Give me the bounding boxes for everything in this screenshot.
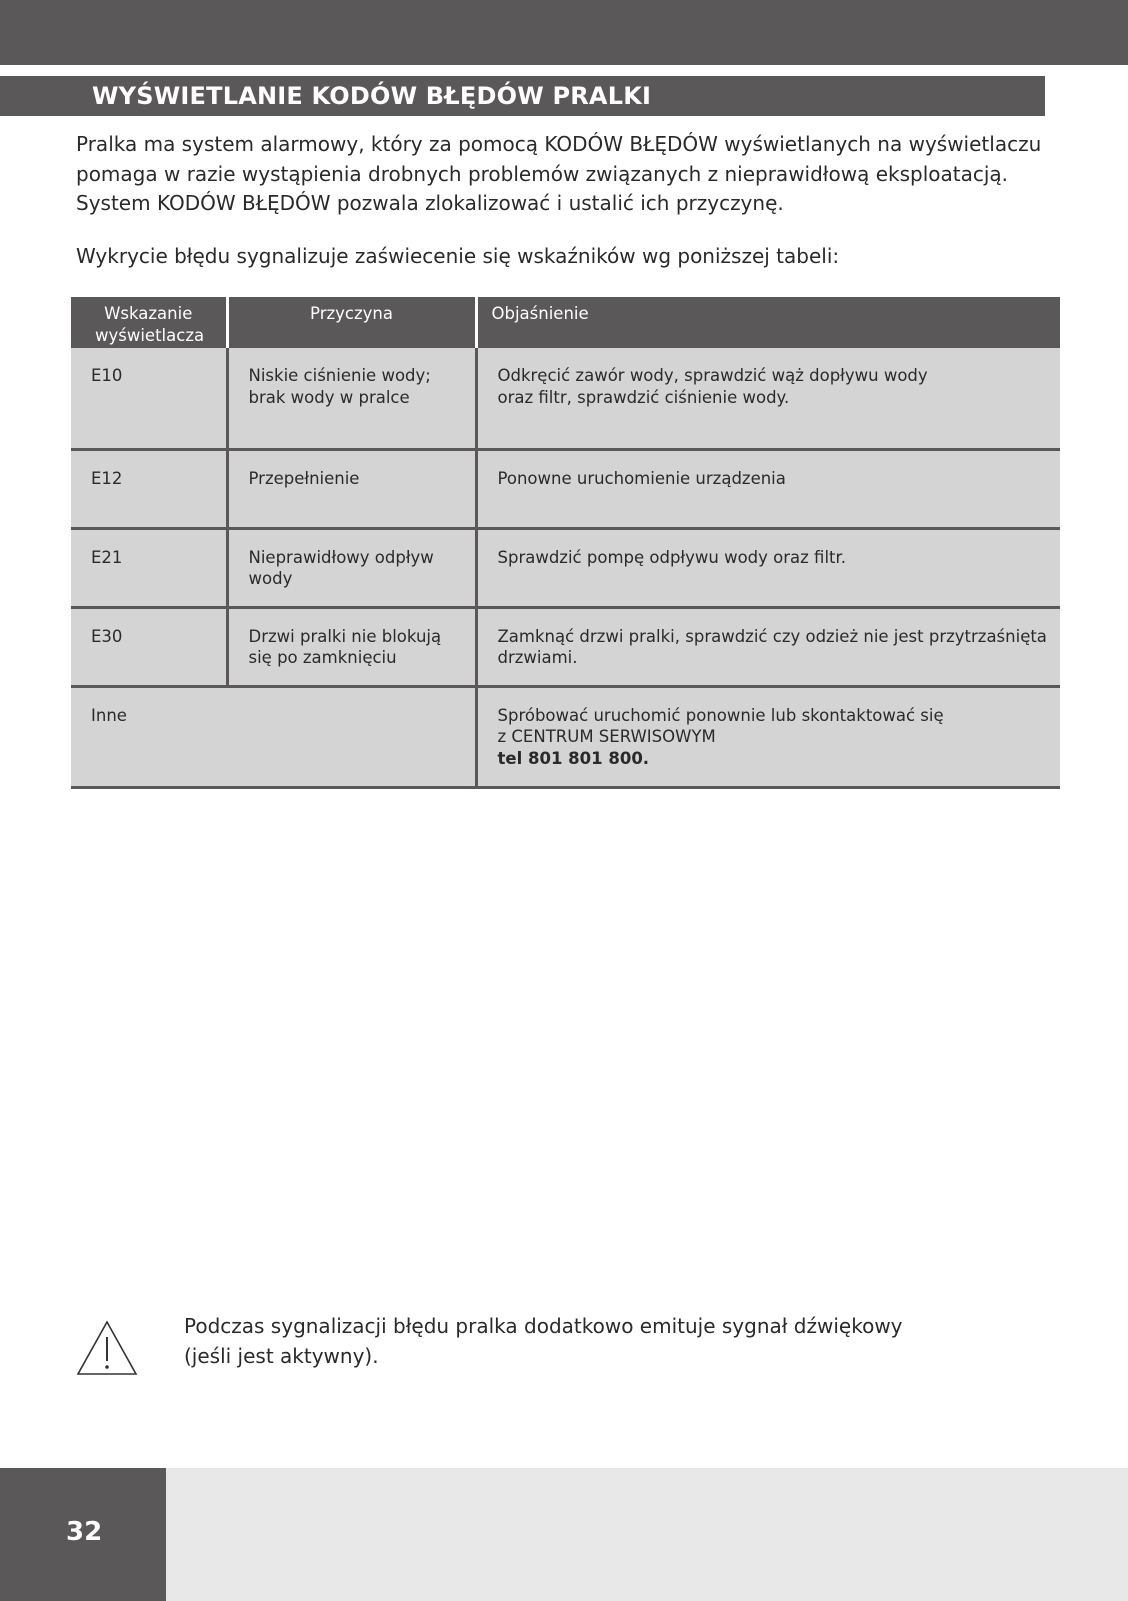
row-explanation: Zamknąć drzwi pralki, sprawdzić czy odzież nie jest przytrzaśnięta drzwiami. bbox=[476, 607, 1060, 686]
row-code: Inne bbox=[71, 686, 227, 787]
warning-triangle-icon bbox=[76, 1320, 138, 1376]
top-bar bbox=[0, 0, 1128, 65]
service-phone: tel 801 801 800. bbox=[497, 748, 650, 768]
row-cause: Przepełnienie bbox=[227, 449, 476, 528]
explanation-line1: Spróbować uruchomić ponownie lub skontaktować się bbox=[497, 705, 944, 725]
intro-paragraph: Pralka ma system alarmowy, który za pomocą KODÓW BŁĘDÓW wyświetlanych na wyświetlaczu pomaga w razie wystąpienia drobnych problemów związanych z nieprawidłową eksploatacją. System KODÓW BŁĘDÓW pozwala zlokalizować i ustalić ich przyczynę. bbox=[76, 132, 1042, 215]
section-title: WYŚWIETLANIE KODÓW BŁĘDÓW PRALKI bbox=[92, 82, 652, 110]
row-code: E12 bbox=[71, 449, 227, 528]
row-cause: Drzwi pralki nie blokują się po zamknięciu bbox=[227, 607, 476, 686]
row-explanation: Ponowne uruchomienie urządzenia bbox=[476, 449, 1060, 528]
row-cause-empty bbox=[227, 686, 476, 787]
table-header-row bbox=[71, 297, 1060, 348]
row-code: E21 bbox=[71, 528, 227, 607]
table-row bbox=[71, 449, 1060, 528]
row-cause: Niskie ciśnienie wody; brak wody w pralce bbox=[227, 348, 476, 449]
header-explanation: Objaśnienie bbox=[476, 297, 1060, 348]
row-code: E10 bbox=[71, 348, 227, 449]
header-display: Wskazanie wyświetlacza bbox=[71, 297, 227, 348]
section-header bbox=[0, 76, 1045, 116]
warning-text-line2: (jeśli jest aktywny). bbox=[184, 1344, 379, 1368]
row-cause: Nieprawidłowy odpływ wody bbox=[227, 528, 476, 607]
table-row-other bbox=[71, 686, 1060, 787]
warning-text-line1: Podczas sygnalizacji błędu pralka dodatkowo emituje sygnał dźwiękowy bbox=[184, 1314, 903, 1338]
row-code: E30 bbox=[71, 607, 227, 686]
table-row bbox=[71, 528, 1060, 607]
explanation-line2: z CENTRUM SERWISOWYM bbox=[497, 727, 716, 746]
footer-bar bbox=[0, 1468, 1128, 1601]
table-intro: Wykrycie błędu sygnalizuje zaświecenie się wskaźników wg poniższej tabeli: bbox=[76, 244, 840, 268]
row-explanation: Odkręcić zawór wody, sprawdzić wąż dopływu wody oraz filtr, sprawdzić ciśnienie wody. bbox=[476, 348, 1060, 449]
header-cause: Przyczyna bbox=[227, 297, 476, 348]
page-number: 32 bbox=[66, 1517, 103, 1547]
row-explanation: Sprawdzić pompę odpływu wody oraz filtr. bbox=[476, 528, 1060, 607]
row-explanation bbox=[476, 686, 1060, 787]
warning-text bbox=[184, 1311, 1064, 1371]
table-row bbox=[71, 607, 1060, 686]
error-codes-table bbox=[71, 297, 1060, 789]
table-row bbox=[71, 348, 1060, 449]
